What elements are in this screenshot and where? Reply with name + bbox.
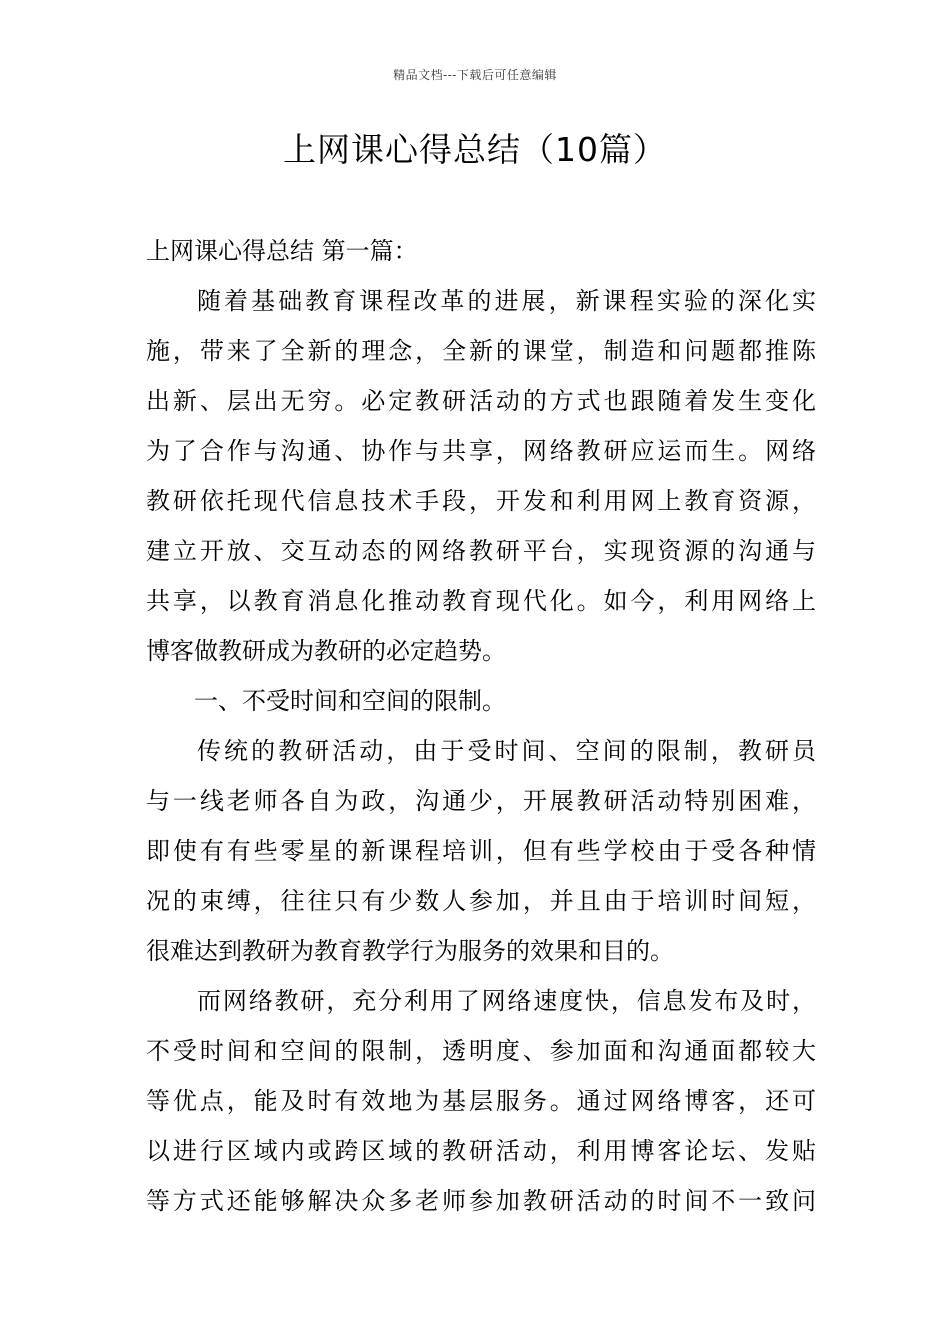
paragraph-line: 出新、层出无穷。必定教研活动的方式也跟随着发生变化 (146, 387, 816, 415)
header-note: 精品文档---下载后可任意编辑 (393, 68, 557, 82)
paragraph-line: 而网络教研，充分利用了网络速度快，信息发布及时， (197, 987, 816, 1015)
paragraph-line: 即使有有些零星的新课程培训，但有些学校由于受各种情 (146, 837, 816, 865)
paragraph-line: 共享，以教育消息化推动教育现代化。如今，利用网络上 (146, 587, 816, 615)
paragraph-line: 为了合作与沟通、协作与共享，网络教研应运而生。网络 (146, 437, 816, 465)
page-title: 上网课心得总结（10篇） (283, 130, 667, 169)
paragraph-line: 传统的教研活动，由于受时间、空间的限制，教研员 (197, 737, 816, 765)
section-heading: 上网课心得总结 第一篇： (146, 237, 418, 265)
paragraph-line: 很难达到教研为教育教学行为服务的效果和目的。 (146, 937, 674, 965)
paragraph-line: 博客做教研成为教研的必定趋势。 (146, 637, 506, 665)
paragraph-line: 教研依托现代信息技术手段，开发和利用网上教育资源， (146, 487, 816, 515)
paragraph-line: 以进行区域内或跨区域的教研活动，利用博客论坛、发贴 (146, 1137, 816, 1165)
paragraph-line: 建立开放、交互动态的网络教研平台，实现资源的沟通与 (146, 537, 816, 565)
paragraph-line: 况的束缚，往往只有少数人参加，并且由于培训时间短， (146, 887, 816, 915)
paragraph-line: 与一线老师各自为政，沟通少，开展教研活动特别困难， (146, 787, 816, 815)
paragraph-line: 等优点，能及时有效地为基层服务。通过网络博客，还可 (146, 1087, 816, 1115)
subheading: 一、不受时间和空间的限制。 (194, 687, 506, 715)
paragraph-line: 随着基础教育课程改革的进展，新课程实验的深化实 (197, 287, 816, 315)
paragraph-line: 不受时间和空间的限制，透明度、参加面和沟通面都较大 (146, 1037, 816, 1065)
paragraph-line: 施，带来了全新的理念，全新的课堂，制造和问题都推陈 (146, 337, 816, 365)
paragraph-line: 等方式还能够解决众多老师参加教研活动的时间不一致问 (146, 1187, 816, 1215)
